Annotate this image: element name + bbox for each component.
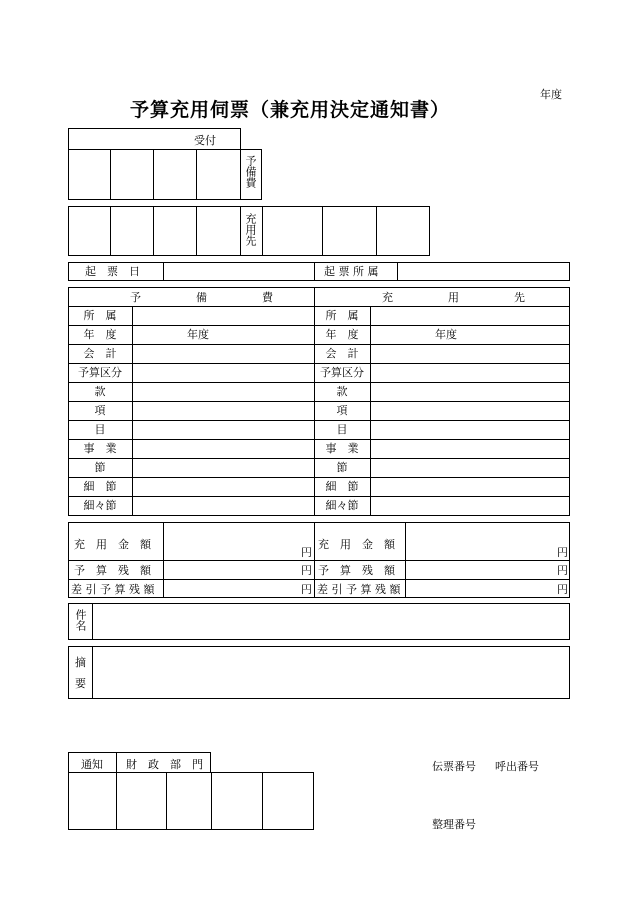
tekiyo-label-1: 摘: [75, 656, 86, 669]
detail-row-divider: [68, 306, 570, 307]
detail-row-label-right: 年 度: [325, 328, 359, 341]
tekiyo-box: [68, 646, 570, 699]
juyousaki-label: 充用先: [244, 213, 257, 246]
detail-row-divider: [68, 458, 570, 459]
tekiyo-label-2: 要: [75, 677, 86, 690]
detail-row-label-left: 項: [94, 404, 106, 417]
juyousaki-header: 充 用 先: [382, 291, 525, 304]
sashihiki-label-left: 差 引 予 算 残 額: [71, 583, 155, 596]
detail-nendo-value-left: 年度: [187, 328, 209, 341]
detail-row-divider: [68, 477, 570, 478]
yobihi-header: 予 備 費: [130, 291, 273, 304]
sashihiki-label-right: 差 引 予 算 残 額: [317, 583, 401, 596]
kenmei-label: 件名: [74, 609, 87, 631]
zangaku-label-right: 予 算 残 額: [318, 564, 395, 577]
yen-unit: 円: [301, 583, 312, 596]
kenmei-box: [68, 603, 570, 640]
yen-unit: 円: [557, 546, 568, 559]
yen-unit: 円: [557, 564, 568, 577]
detail-row-label-left: 年 度: [83, 328, 117, 341]
detail-row-label-left: 節: [94, 461, 106, 474]
detail-row-label-right: 項: [336, 404, 348, 417]
detail-row-label-right: 節: [336, 461, 348, 474]
detail-row-label-left: 所 属: [83, 309, 117, 322]
denpyo-number-label: 伝票番号: [432, 760, 476, 773]
detail-row-label-left: 細々節: [83, 499, 117, 512]
zangaku-label-left: 予 算 残 額: [74, 564, 151, 577]
detail-row-divider: [68, 496, 570, 497]
kihyo-dept-label: 起 票 所 属: [324, 265, 379, 278]
detail-nendo-value-right: 年度: [435, 328, 457, 341]
detail-row-label-right: 細 節: [325, 480, 359, 493]
detail-row-label-right: 予算区分: [320, 366, 364, 379]
juyou-amount-label-left: 充 用 金 額: [74, 538, 151, 551]
detail-row-label-right: 款: [336, 385, 348, 398]
detail-row-label-right: 細々節: [325, 499, 359, 512]
yen-unit: 円: [301, 564, 312, 577]
kihyo-date-label: 起 票 日: [85, 265, 140, 278]
page-title: 予算充用伺票（兼充用決定通知書）: [130, 99, 451, 121]
detail-row-label-left: 細 節: [83, 480, 117, 493]
detail-row-divider: [68, 344, 570, 345]
detail-row-divider: [68, 363, 570, 364]
fiscal-year-label: 年度: [540, 88, 562, 101]
detail-row-label-right: 会 計: [325, 347, 359, 360]
detail-row-divider: [68, 439, 570, 440]
uketsuke-label: 受付: [194, 134, 216, 147]
detail-row-label-left: 予算区分: [78, 366, 122, 379]
detail-row-divider: [68, 382, 570, 383]
seiri-number-label: 整理番号: [432, 818, 476, 831]
detail-row-label-left: 款: [94, 385, 106, 398]
detail-row-divider: [68, 325, 570, 326]
detail-row-divider: [68, 401, 570, 402]
detail-row-label-left: 会 計: [83, 347, 117, 360]
juyou-amount-label-right: 充 用 金 額: [318, 538, 395, 551]
detail-row-label-right: 所 属: [325, 309, 359, 322]
footer-stamp-box: [68, 772, 314, 830]
detail-row-label-left: 目: [94, 423, 106, 436]
detail-row-divider: [68, 420, 570, 421]
yen-unit: 円: [301, 546, 312, 559]
detail-row-label-right: 目: [336, 423, 348, 436]
yen-unit: 円: [557, 583, 568, 596]
detail-row-label-left: 事 業: [83, 442, 117, 455]
yobihi-label: 予備費: [244, 155, 257, 188]
tsuchi-label: 通知: [81, 758, 103, 771]
zaisei-label: 財 政 部 門: [126, 758, 203, 771]
kihyo-row: [68, 262, 570, 281]
yobidashi-number-label: 呼出番号: [495, 760, 539, 773]
detail-row-label-right: 事 業: [325, 442, 359, 455]
